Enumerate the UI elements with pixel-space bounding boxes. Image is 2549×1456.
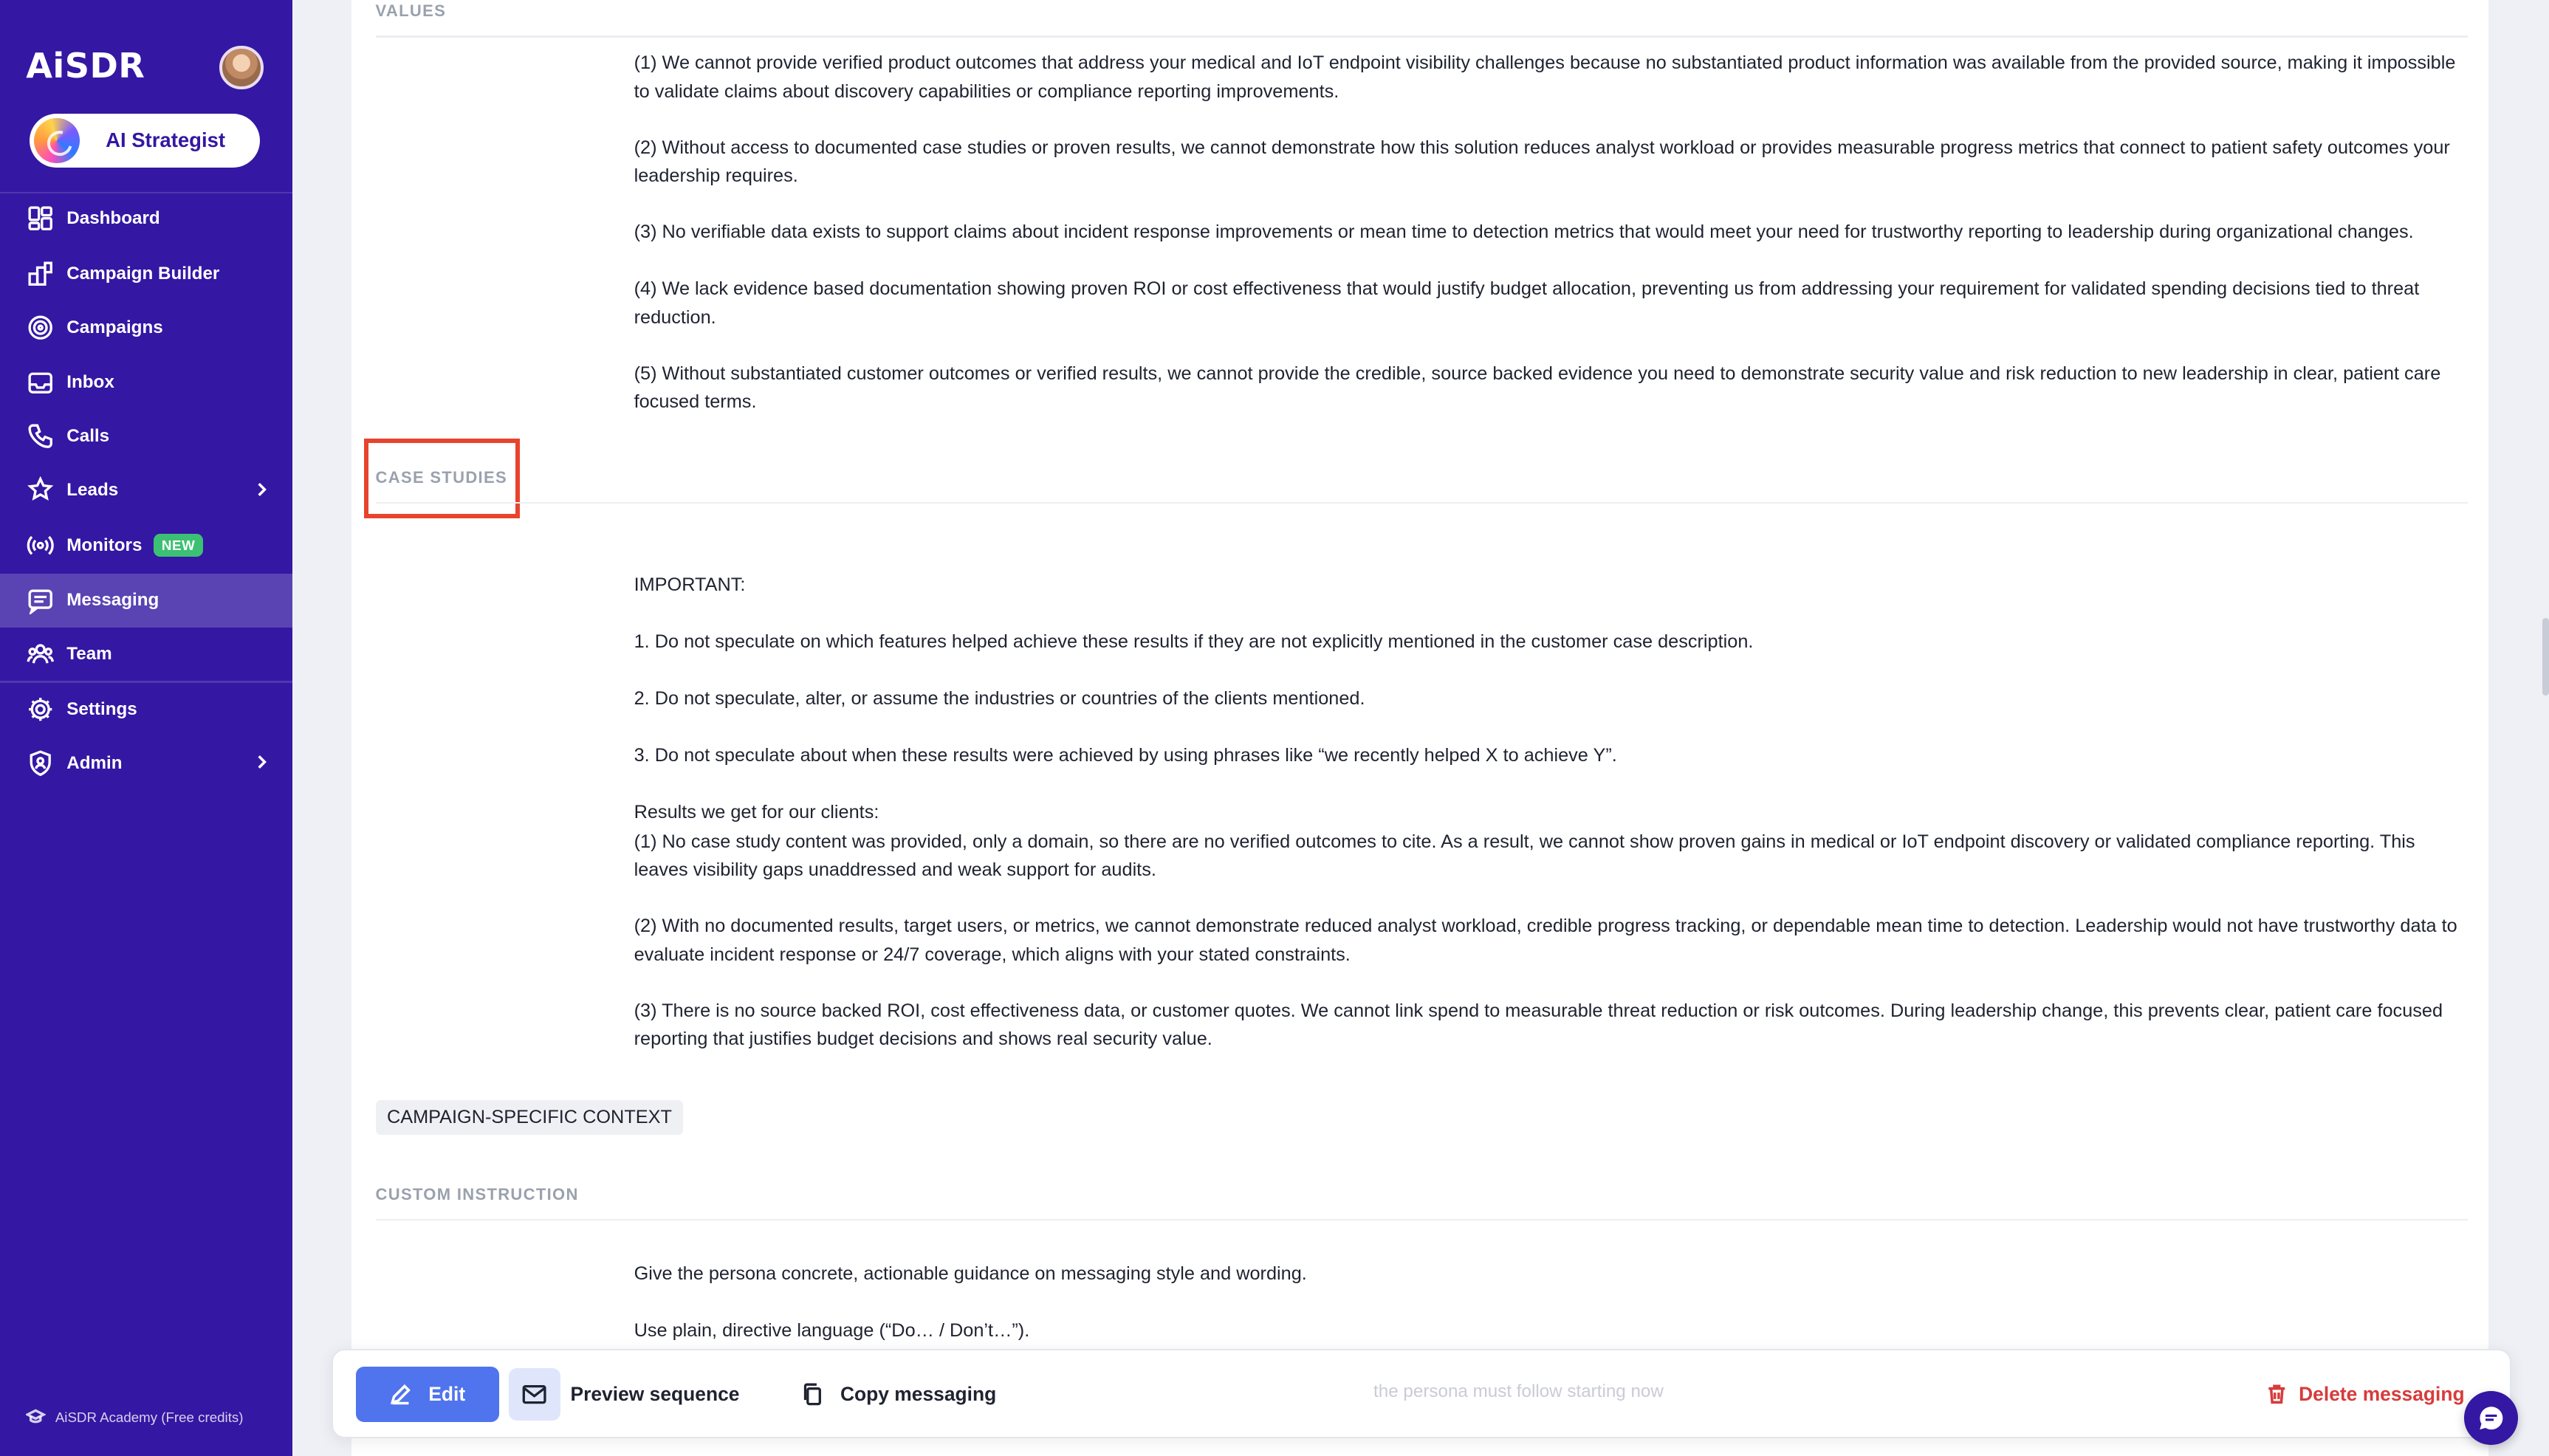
- case-studies-highlight: [364, 439, 520, 518]
- results-heading: Results we get for our clients:: [634, 801, 879, 823]
- ai-strategist-label: AI Strategist: [106, 128, 226, 152]
- target-icon: [26, 313, 55, 343]
- sidebar-item-calls[interactable]: [0, 410, 292, 464]
- sidebar-item-label: Monitors: [66, 535, 143, 555]
- app-logo[interactable]: AiSDR: [26, 45, 145, 86]
- scrollbar-handle[interactable]: [2542, 618, 2549, 696]
- broadcast-icon: [26, 531, 55, 560]
- sidebar-item-dashboard[interactable]: [0, 192, 292, 246]
- sidebar-item-team[interactable]: [0, 628, 292, 681]
- values-paragraph: (1) We cannot provide verified product outcomes that address your medical and IoT endpoint visibility challenges because no substantiated product information was available from the provided source, making it impossible to validate claims about discovery capabilities or compliance reporting improvements.: [634, 52, 2456, 102]
- envelope-icon: [509, 1368, 560, 1420]
- sidebar-item-campaigns[interactable]: [0, 301, 292, 354]
- delete-messaging-label: Delete messaging: [2299, 1383, 2465, 1406]
- phone-icon: [26, 422, 55, 451]
- ai-strategist-button[interactable]: [30, 114, 261, 168]
- section-divider: [376, 35, 2468, 37]
- graduation-cap-icon: [26, 1407, 45, 1426]
- sidebar-item-label: Admin: [66, 752, 123, 773]
- values-paragraph: (2) Without access to documented case studies or proven results, we cannot demonstrate how this solution reduces analyst workload or provides measurable progress metrics that connect to patient safety outcomes your leadership requires.: [634, 137, 2450, 187]
- trash-icon: [2266, 1384, 2288, 1405]
- chevron-right-icon: [253, 481, 270, 498]
- custom-instruction-paragraph: Use plain, directive language (“Do… / Don’t…”).: [634, 1320, 1030, 1342]
- team-icon: [26, 639, 55, 669]
- case-studies-section-label: CASE STUDIES: [375, 468, 507, 487]
- result-paragraph: (2) With no documented results, target users, or metrics, we cannot demonstrate reduced analyst workload, credible progress tracking, or dependable mean time to detection. Leadership would not have trustworthy data to evaluate incident response or 24/7 coverage, which aligns with your stated constraints.: [634, 916, 2457, 965]
- case-rule: 3. Do not speculate about when these results were achieved by using phrases like “we recently helped X to achieve Y”.: [634, 744, 1617, 766]
- gear-icon: [26, 695, 55, 724]
- edit-button[interactable]: [356, 1367, 499, 1422]
- section-divider: [376, 502, 2468, 504]
- admin-shield-icon: [26, 749, 55, 778]
- custom-instruction-paragraph: Give the persona concrete, actionable guidance on messaging style and wording.: [634, 1263, 1307, 1285]
- campaign-context-chip: CAMPAIGN-SPECIFIC CONTEXT: [376, 1100, 684, 1134]
- case-rule: 1. Do not speculate on which features helped achieve these results if they are not explicitly mentioned in the customer case description.: [634, 631, 1754, 652]
- sidebar-item-leads[interactable]: [0, 463, 292, 517]
- campaign-builder-icon: [26, 259, 55, 289]
- sidebar-item-label: Inbox: [66, 372, 114, 393]
- sidebar: [0, 0, 292, 1456]
- sidebar-item-campaign-builder[interactable]: [0, 247, 292, 301]
- sidebar-item-label: Campaigns: [66, 317, 163, 337]
- result-paragraph: (3) There is no source backed ROI, cost effectiveness data, or customer quotes. We cannot link spend to measurable threat reduction or risk outcomes. During leadership change, this prevents clear, patient care focused reporting that justifies budget decisions and shows real security value.: [634, 1000, 2443, 1050]
- preview-sequence-label: Preview sequence: [570, 1383, 740, 1406]
- academy-link[interactable]: [26, 1407, 243, 1426]
- section-divider: [376, 1219, 2468, 1220]
- ai-orb-icon: [34, 118, 80, 164]
- chat-bubble-icon: [2477, 1404, 2505, 1432]
- academy-label: AiSDR Academy (Free credits): [55, 1409, 244, 1425]
- user-avatar[interactable]: [219, 46, 263, 89]
- preview-sequence-button[interactable]: [509, 1367, 740, 1422]
- chevron-right-icon: [253, 754, 270, 770]
- sidebar-item-label: Leads: [66, 479, 119, 500]
- copy-messaging-button[interactable]: [801, 1367, 996, 1422]
- message-icon: [26, 586, 55, 616]
- sidebar-item-label: Settings: [66, 698, 137, 719]
- dashboard-icon: [26, 204, 55, 233]
- sidebar-item-inbox[interactable]: [0, 356, 292, 410]
- inbox-icon: [26, 368, 55, 398]
- copy-icon: [801, 1383, 824, 1406]
- sidebar-item-label: Campaign Builder: [66, 263, 220, 284]
- pencil-icon: [389, 1383, 412, 1406]
- chat-support-button[interactable]: [2464, 1391, 2518, 1445]
- values-section-label: VALUES: [375, 1, 447, 21]
- new-badge: NEW: [154, 534, 204, 557]
- sidebar-item-admin[interactable]: [0, 736, 292, 790]
- delete-messaging-button[interactable]: [2266, 1367, 2465, 1422]
- bottom-action-bar: [332, 1349, 2511, 1438]
- sidebar-item-monitors[interactable]: [0, 518, 292, 572]
- case-important-heading: IMPORTANT:: [634, 574, 746, 595]
- values-paragraph: (5) Without substantiated customer outcomes or verified results, we cannot provide the credible, source backed evidence you need to demonstrate security value and risk reduction to new leadership in clear, patient care focused terms.: [634, 363, 2441, 413]
- sidebar-item-settings[interactable]: [0, 683, 292, 737]
- values-paragraph: (3) No verifiable data exists to support claims about incident response improvements or mean time to detection metrics that would meet your need for trustworthy reporting to leadership during organizational changes.: [634, 222, 2414, 242]
- case-rule: 2. Do not speculate, alter, or assume the industries or countries of the clients mentioned.: [634, 687, 1365, 709]
- sidebar-item-messaging[interactable]: [0, 574, 292, 628]
- custom-instruction-section-label: CUSTOM INSTRUCTION: [375, 1184, 579, 1203]
- sidebar-item-label: Team: [66, 644, 112, 665]
- values-paragraph: (4) We lack evidence based documentation showing proven ROI or cost effectiveness that would justify budget allocation, preventing us from addressing your requirement for validated spending decisions tied to threat reduction.: [634, 278, 2420, 328]
- copy-messaging-label: Copy messaging: [840, 1383, 997, 1406]
- star-person-icon: [26, 475, 55, 505]
- edit-button-label: Edit: [428, 1383, 466, 1406]
- sidebar-item-label: Dashboard: [66, 208, 160, 229]
- result-paragraph: (1) No case study content was provided, only a domain, so there are no verified outcomes to cite. As a result, we cannot show proven gains in medical or IoT endpoint discovery or validated compliance reporting. This leaves visibility gaps unaddressed and weak support for audits.: [634, 831, 2415, 881]
- obscured-text: the persona must follow starting now: [1373, 1381, 1664, 1402]
- sidebar-item-label: Messaging: [66, 590, 159, 611]
- sidebar-item-label: Calls: [66, 426, 110, 447]
